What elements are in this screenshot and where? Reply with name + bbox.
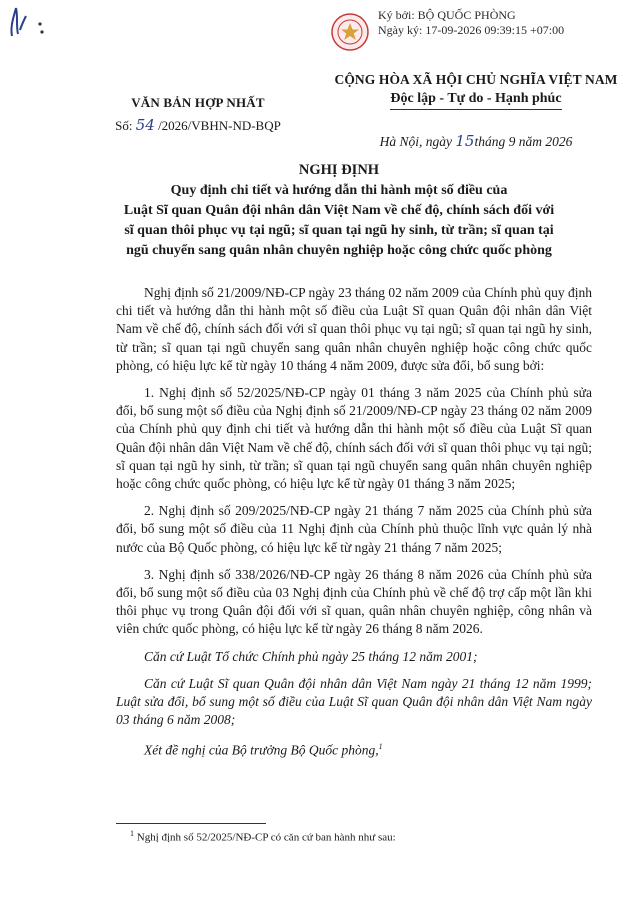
proposal-line bbox=[116, 738, 592, 760]
document-number bbox=[104, 114, 292, 137]
national-header bbox=[316, 70, 636, 151]
title-line: Luật Sĩ quan Quân đội nhân dân Việt Nam về chế độ, chính sách đối với bbox=[123, 203, 555, 218]
footnote bbox=[130, 829, 396, 844]
document-type: VĂN BẢN HỢP NHẤT bbox=[131, 95, 265, 110]
signature-timestamp: Ngày ký: 17-09-2026 09:39:15 +07:00 bbox=[378, 23, 565, 37]
date-day-handwritten: 15 bbox=[455, 132, 475, 150]
amendment-item-2: 2. Nghị định số 209/2025/NĐ-CP ngày 21 tháng 7 năm 2025 của Chính phủ sửa đổi, bổ sung một số điều của 11 Nghị định của Chính phủ thuộc lĩnh vực quản lý nhà nước của Bộ Quốc phòng, có hiệu lực kể từ ngày 21 tháng 7 năm 2025; bbox=[116, 503, 592, 555]
footnote-divider bbox=[116, 823, 266, 824]
issuer-header bbox=[104, 92, 292, 137]
title-line: sĩ quan thôi phục vụ tại ngũ; sĩ quan tại ngũ hy sinh, từ trần; sĩ quan tại bbox=[124, 223, 554, 238]
digital-signature bbox=[378, 8, 564, 38]
title-main: NGHỊ ĐỊNH bbox=[298, 162, 380, 178]
legal-basis-2: Căn cứ Luật Sĩ quan Quân đội nhân dân Việt Nam ngày 21 tháng 12 năm 1999; Luật sửa đổi, bổ sung một số điều của Luật Sĩ quan Quân đội nhân dân Việt Nam ngày 03 tháng 6 năm 2008; bbox=[116, 675, 592, 728]
title-line: ngũ chuyển sang quân nhân chuyên nghiệp hoặc công chức quốc phòng bbox=[126, 243, 552, 258]
intro-paragraph: Nghị định số 21/2009/NĐ-CP ngày 23 tháng 02 năm 2009 của Chính phủ quy định chi tiết và hướng dẫn thi hành một số điều của Luật Sĩ quan Quân đội nhân dân Việt Nam về chế độ, chính sách đối với sĩ quan thôi phục vụ tại ngũ; sĩ quan tại ngũ hy sinh, từ trần; sĩ quan tại ngũ chuyển sang quân nhân chuyên nghiệp hoặc công chức quốc phòng, có hiệu lực kể từ ngày 10 tháng 4 năm 2009, được sửa đổi, bổ sung bởi: bbox=[116, 285, 592, 373]
document-number-handwritten: 54 bbox=[135, 116, 155, 134]
amendment-item-3: 3. Nghị định số 338/2026/NĐ-CP ngày 26 tháng 8 năm 2026 của Chính phủ sửa đổi, bổ sung một số điều của 03 Nghị định của Chính phủ về chế độ trợ cấp một lần khi thôi phục vụ trong Quân đội đối với sĩ quan, quân nhân chuyên nghiệp, công nhân và viên chức quốc phòng, có hiệu lực kể từ ngày 26 tháng 8 năm 2026. bbox=[116, 566, 592, 637]
proposal-text: Xét đề nghị của Bộ trưởng Bộ Quốc phòng, bbox=[144, 742, 379, 758]
footnote-number: 1 bbox=[130, 829, 134, 838]
footnote-reference[interactable]: 1 bbox=[378, 742, 383, 752]
signature-signer: Ký bởi: BỘ QUỐC PHÒNG bbox=[378, 8, 516, 22]
document-number-suffix: /2026/VBHN-ND-BQP bbox=[154, 118, 281, 133]
legal-basis-1: Căn cứ Luật Tổ chức Chính phủ ngày 25 tháng 12 năm 2001; bbox=[144, 648, 478, 664]
footnote-text: Nghị định số 52/2025/NĐ-CP có căn cứ ban hành như sau: bbox=[134, 831, 396, 844]
handwritten-mark bbox=[4, 2, 50, 46]
date-prefix: Hà Nội, ngày bbox=[379, 134, 456, 149]
state-emblem-seal-icon bbox=[330, 10, 370, 54]
document-number-prefix: Số: bbox=[115, 118, 136, 133]
country-name: CỘNG HÒA XÃ HỘI CHỦ NGHĨA VIỆT NAM bbox=[334, 72, 618, 87]
document-body bbox=[116, 284, 592, 769]
place-date bbox=[316, 132, 636, 151]
date-suffix: tháng 9 năm 2026 bbox=[474, 134, 573, 149]
document-title bbox=[60, 160, 618, 261]
amendment-item-1: 1. Nghị định số 52/2025/NĐ-CP ngày 01 tháng 3 năm 2025 của Chính phủ sửa đổi, bổ sung một số điều của Nghị định số 21/2009/NĐ-CP ngày 23 tháng 02 năm 2009 của Chính phủ quy định chi tiết và hướng dẫn thi hành một số điều của Luật Sĩ quan Quân đội nhân dân Việt Nam về chế độ, chính sách đối với sĩ quan thôi phục vụ tại ngũ; sĩ quan tại ngũ hy sinh, từ trần; sĩ quan tại ngũ chuyển sang quân nhân chuyên nghiệp hoặc công chức quốc phòng, có hiệu lực kể từ ngày 01 tháng 3 năm 2025; bbox=[116, 385, 592, 492]
national-motto: Độc lập - Tự do - Hạnh phúc bbox=[390, 89, 561, 110]
title-line: Quy định chi tiết và hướng dẫn thi hành một số điều của bbox=[170, 183, 508, 198]
